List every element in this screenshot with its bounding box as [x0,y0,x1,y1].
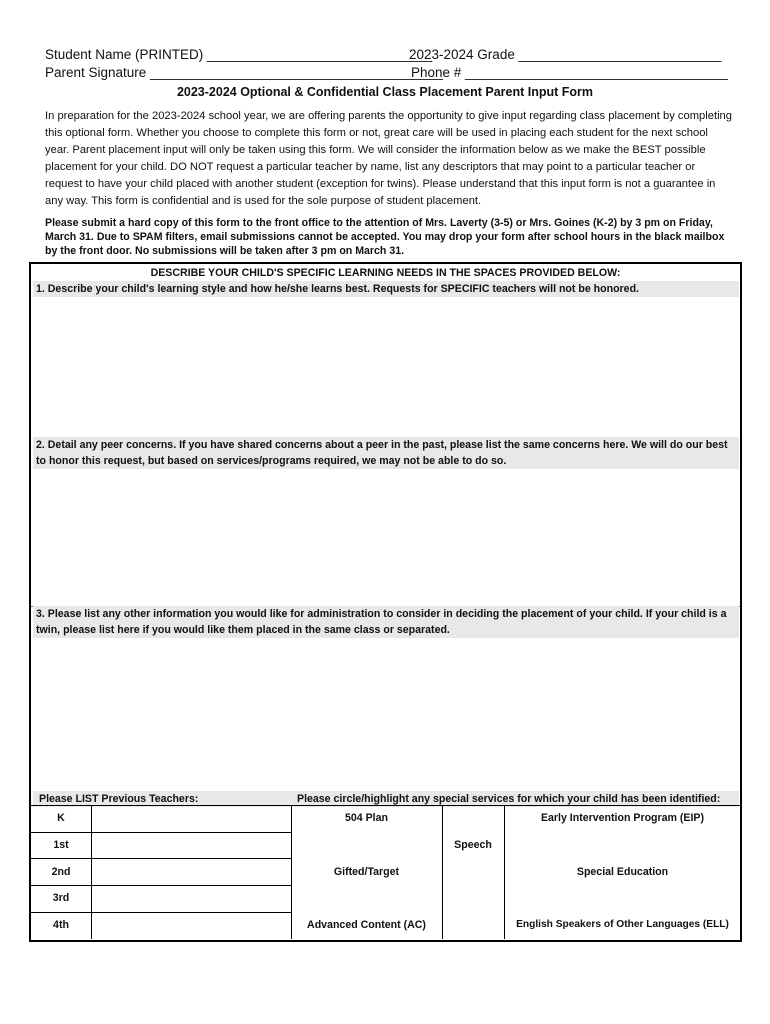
grade-2nd-label: 2nd [51,866,71,878]
grade-3rd-label: 3rd [52,892,70,904]
question-3-answer-area[interactable] [33,640,739,788]
service-speech[interactable]: Speech [454,839,492,851]
teacher-k-input[interactable] [92,806,290,832]
section-title: DESCRIBE YOUR CHILD'S SPECIFIC LEARNING NEEDS IN THE SPACES PROVIDED BELOW: [150,267,621,279]
grade-k-label: K [57,812,65,824]
service-special-education[interactable]: Special Education [576,866,669,878]
teacher-4th-input[interactable] [92,913,290,939]
form-title: 2023-2024 Optional & Confidential Class Placement Parent Input Form [176,85,594,99]
service-ell[interactable]: English Speakers of Other Languages (ELL) [516,919,729,930]
previous-teachers-label: Please LIST Previous Teachers: [39,793,199,805]
phone-field[interactable]: Phone # ___________________________________ [411,65,728,80]
service-advanced-content[interactable]: Advanced Content (AC) [307,919,426,931]
question-1-prompt: 1. Describe your child's learning style and how he/she learns best. Requests for SPECIFIC teachers will not be honored. [33,281,739,297]
question-3-prompt: 3. Please list any other information you would like for administration to consider in deciding the placement of your child. If your child is a twin, please list here if you would like them placed in the same class or separated. [33,606,739,638]
intro-paragraph: In preparation for the 2023-2024 school year, we are offering parents the opportunity to give input regarding class placement by completing this optional form. Whether you choose to complete this form or not, great care will be used in placing each student for the next school year. Parent placement input will only be taken using this form. We will consider the information below as we make the BEST possible placement for your child. DO NOT request a particular teacher by name, list any descriptors that may point to a particular teacher or request to have your child placed with another student (exception for twins). Please understand that this input form is not a guarantee in any way. This form is confidential and is used for the sole purpose of student placement. [45,110,733,207]
grade-field[interactable]: 2023-2024 Grade ___________________________ [409,47,722,62]
submission-instructions: Please submit a hard copy of this form to the front office to the attention of Mrs. Laverty (3-5) or Mrs. Goines (K-2) by 3 pm on Friday, March 31. Due to SPAM filters, email submissions cannot be accepted. You may drop your form after school hours in the black mailbox by the front door. No submissions will be taken after 3 pm on March 31. [45,217,725,257]
question-1-answer-area[interactable] [33,298,739,434]
question-2-prompt: 2. Detail any peer concerns. If you have shared concerns about a peer in the past, please list the same concerns here. We will do our best to honor this request, but based on services/programs required, we may not be able to do so. [33,437,739,469]
grade-1st-label: 1st [53,839,69,851]
question-2-answer-area[interactable] [33,470,739,604]
grade-4th-label: 4th [53,919,69,931]
service-gifted-target[interactable]: Gifted/Target [333,866,400,878]
teacher-1st-input[interactable] [92,833,290,858]
special-services-label: Please circle/highlight any special services for which your child has been identified: [297,793,721,805]
teacher-2nd-input[interactable] [92,859,290,885]
service-eip[interactable]: Early Intervention Program (EIP) [540,812,705,824]
service-504-plan[interactable]: 504 Plan [345,812,388,824]
parent-signature-field[interactable]: Parent Signature _______________________________________ [45,65,443,80]
student-name-field[interactable]: Student Name (PRINTED) ______________________________ [45,47,433,62]
teacher-3rd-input[interactable] [92,886,290,912]
